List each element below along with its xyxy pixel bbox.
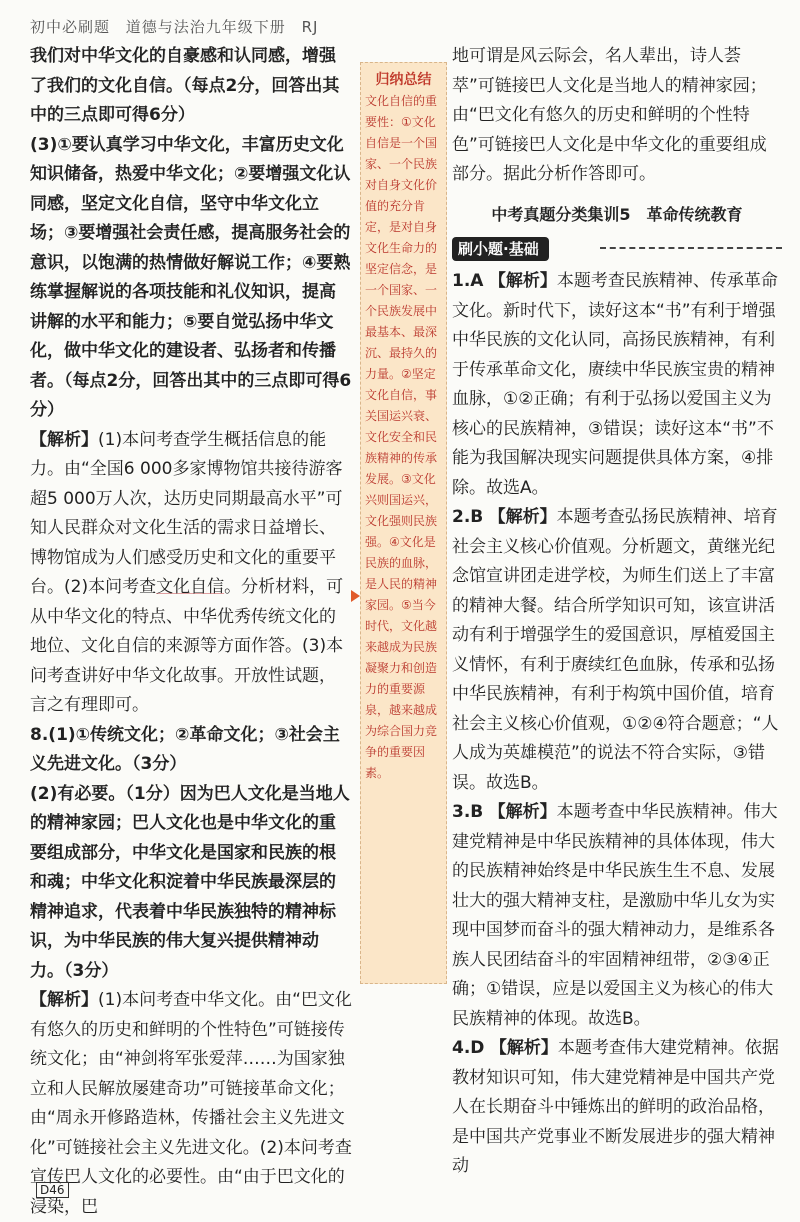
answer-item-4: 4.D 【解析】本题考查伟大建党精神。依据教材知识可知，伟大建党精神是中国共产党人在长期奋斗中锤炼出的鲜明的政治品格，是中国共产党事业不断发展进步的强大精神动	[452, 1038, 779, 1176]
section-badge: 刷小题·基础	[452, 237, 549, 261]
book-title: 道德与法治九年级下册	[125, 18, 286, 36]
highlight-link: 文化自信	[156, 577, 225, 597]
answer-item-2: 2.B 【解析】本题考查弘扬民族精神、培育社会主义核心价值观。分析题文，黄继光纪念馆宣讲团走进学校，为师生们送上了丰富的精神大餐。结合所学知识可知，该宣讲活动有利于增强学生的爱国意识，厚植爱国主义情怀，有利于赓续红色血脉，传承和弘扬中华民族精神，有利于构筑中国价值，培育社会主义核心价值观，①②④符合题意；“人人成为英雄模范”的说法不符合实际，③错误。故选B。	[452, 507, 779, 793]
summary-sidebar	[360, 62, 447, 984]
analysis-7: 【解析】(1)本问考查学生概括信息的能力。由“全国6 000多家博物馆共接待游客超5 000万人次，达历史同期最高水平”可知人民群众对文化生活的需求日益增长、博物馆成为人们感受历史和文化的重要平台。(2)本问考查文化自信。分析材料，可从中华文化的特点、中华优秀传统文化的地位、文化自信的来源等方面作答。(3)本问考查讲好中华文化故事。开放性试题，言之有理即可。	[30, 429, 344, 715]
pointer-arrow-icon	[351, 590, 360, 602]
answer-8-part1: 8.(1)①传统文化；②革命文化；③社会主义先进文化。（3分）	[30, 724, 340, 774]
answer-item-3: 3.B 【解析】本题考查中华民族精神。伟大建党精神是中华民族精神的具体体现，伟大的民族精神始终是中华民族生生不息、发展壮大的强大精神支柱，是激励中华儿女为实现中国梦而奋斗的强大精神动力，是维系各族人民团结奋斗的牢固精神纽带，②③④正确；①错误，应是以爱国主义为核心的伟大民族精神的体现。故选B。	[452, 802, 778, 1029]
page-header	[30, 16, 328, 37]
dashed-divider	[600, 247, 782, 249]
answer-8-part2: (2)有必要。（1分）因为巴人文化是当地人的精神家园；巴人文化也是中华文化的重要组成部分，中华文化是国家和民族的根和魂；中华文化积淀着中华民族最深层的精神追求，代表着中华民族独特的精神标识，为中华民族的伟大复兴提供精神动力。（3分）	[30, 783, 350, 981]
analysis-label: 【解析】	[30, 429, 98, 450]
page-number: D46	[36, 1182, 69, 1198]
badge-row	[452, 235, 782, 267]
section-title: 中考真题分类集训5 革命传统教育	[491, 204, 743, 224]
sidebar-title: 归纳总结	[375, 72, 432, 88]
series-title: 初中必刷题	[30, 18, 111, 36]
answer-item-1: 1.A 【解析】本题考查民族精神、传承革命文化。新时代下，读好这本“书”有利于增强中华民族的文化认同，高扬民族精神，有利于传承革命文化，赓续中华民族宝贵的精神血脉，①②正确；有利于弘扬以爱国主义为核心的民族精神，③错误；读好这本“书”不能为我国解决现实问题提供具体方案，④排除。故选A。	[452, 271, 778, 498]
answer-7-part3: (3)①要认真学习中华文化，丰富历史文化知识储备，热爱中华文化；②要增强文化认同感，坚定文化自信，坚守中华文化立场；③要增强社会责任感，提高服务社会的意识，以饱满的热情做好解说工作；④要熟练掌握解说的各项技能和礼仪知识，提高讲解的水平和能力；⑤要自觉弘扬中华文化，做中华文化的建设者、弘扬者和传播者。（每点2分，回答出其中的三点即可得6分）	[30, 134, 352, 420]
left-column	[30, 42, 352, 1222]
analysis-8: 【解析】(1)本问考查中华文化。由“巴文化有悠久的历史和鲜明的个性特色”可链接传统文化；由“神剑将军张爱萍……为国家独立和人民解放屡建奇功”可链接革命文化；由“周永开修路造林，传播社会主义先进文化”可链接社会主义先进文化。(2)本问考查宣传巴人文化的必要性。由“由于巴文化的浸染，巴	[30, 990, 352, 1217]
edition-tag: RJ	[301, 18, 319, 36]
answer-7-tail: 我们对中华文化的自豪感和认同感，增强了我们的文化自信。（每点2分，回答出其中的三点即可得6分）	[30, 46, 340, 125]
right-column	[452, 42, 782, 1182]
sidebar-text: 文化自信的重要性：①文化自信是一个国家、一个民族对自身文化价值的充分肯定，是对自身文化生命力的坚定信念，是一个国家、一个民族发展中最基本、最深沉、最持久的力量。②坚定文化自信，事关国运兴衰、文化安全和民族精神的传承发展。③文化兴则国运兴，文化强则民族强。④文化是民族的血脉，是人民的精神家园。⑤当今时代，文化越来越成为民族凝聚力和创造力的重要源泉，越来越成为综合国力竞争的重要因素。	[365, 94, 438, 780]
analysis-8-continued: 地可谓是风云际会，名人辈出，诗人荟萃”可链接巴人文化是当地人的精神家园；由“巴文化有悠久的历史和鲜明的个性特色”可链接巴人文化是中华文化的重要组成部分。据此分析作答即可。	[452, 46, 767, 184]
